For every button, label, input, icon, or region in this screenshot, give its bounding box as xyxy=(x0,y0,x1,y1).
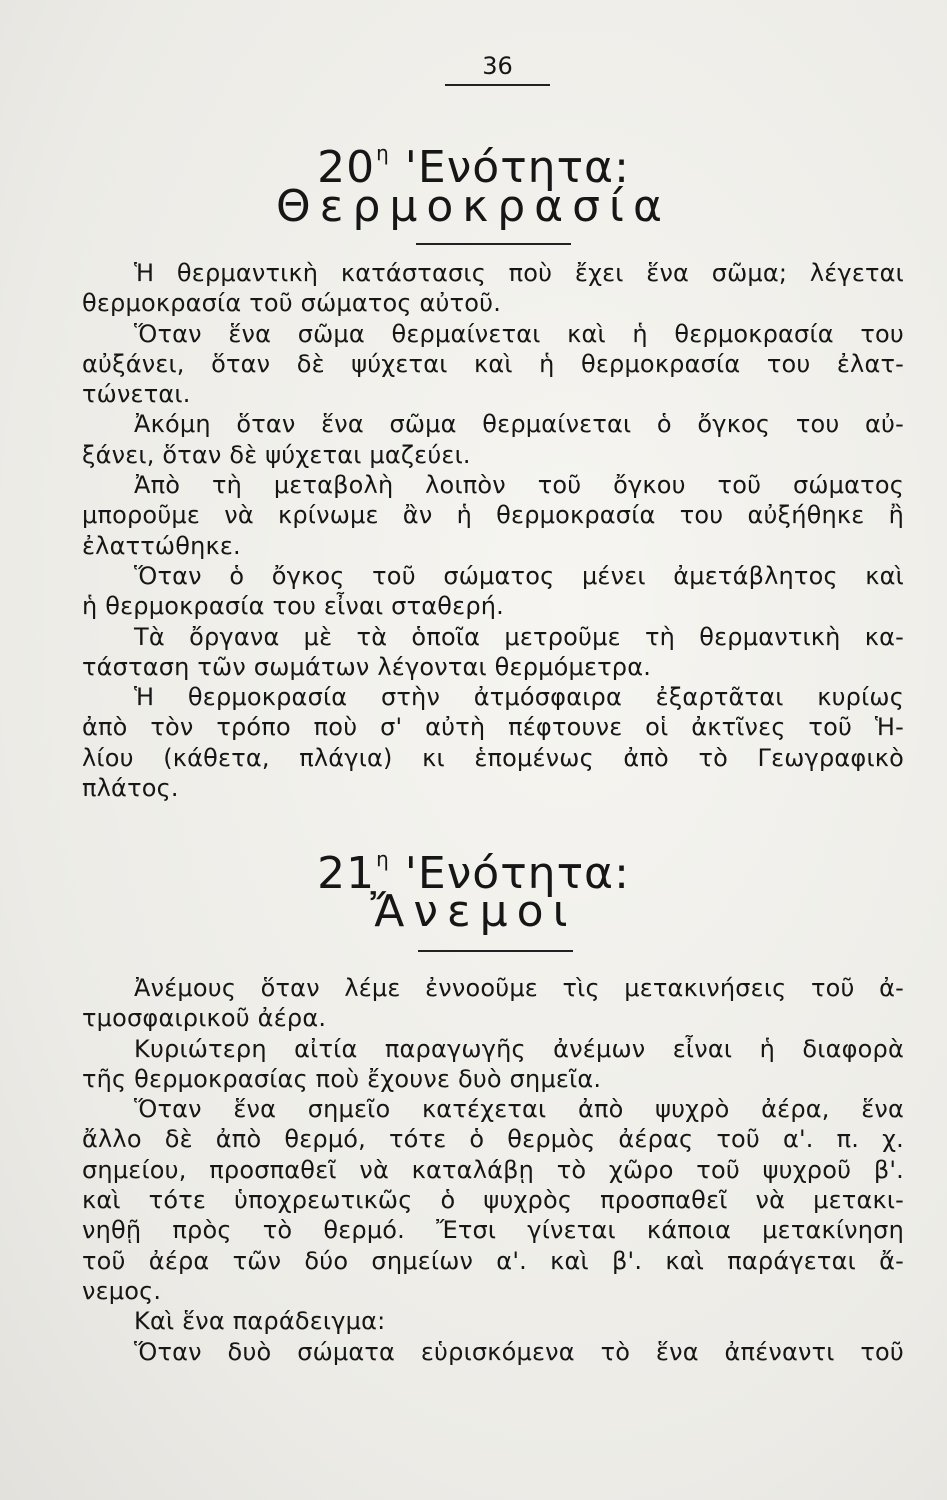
text-line: τῆς θερμοκρασίας ποὺ ἔχουνε δυὸ σημεῖα. xyxy=(82,1064,602,1093)
section-20-body xyxy=(82,258,904,803)
text-line: Ἡ θερμοκρασία στὴν ἀτμόσφαιρα ἐξαρτᾶται κυρίως xyxy=(134,683,904,712)
section-21-number: 21 xyxy=(317,848,376,899)
text-line: τμοσφαιρικοῦ ἀέρα. xyxy=(82,1004,327,1033)
page-number-rule xyxy=(445,84,550,86)
text-line: Ὅταν ὁ ὄγκος τοῦ σώματος μένει ἀμετάβλητος καὶ xyxy=(134,561,904,590)
text-line: ἡ θερμοκρασία του εἶναι σταθερή. xyxy=(82,592,504,621)
section-20-subtitle: Θερμοκρασία xyxy=(276,181,671,232)
section-20-rule xyxy=(416,243,571,245)
text-line: ἄλλο δὲ ἀπὸ θερμό, τότε ὁ θερμὸς ἀέρας τοῦ α'. π. χ. xyxy=(82,1125,904,1154)
section-21-subtitle: Ἄνεμοι xyxy=(370,886,577,937)
text-line: Καὶ ἕνα παράδειγμα: xyxy=(134,1307,386,1336)
section-20-heading-label: 'Ενότητα: xyxy=(404,142,630,193)
section-20-number: 20 xyxy=(317,142,376,193)
text-line: Ὅταν ἕνα σῶμα θερμαίνεται καὶ ἡ θερμοκρασία του xyxy=(134,319,904,348)
section-20-superscript: η xyxy=(376,141,390,165)
text-line: τάσταση τῶν σωμάτων λέγονται θερμόμετρα. xyxy=(82,652,652,681)
text-line: Ὅταν ἕνα σημεῖο κατέχεται ἀπὸ ψυχρὸ ἀέρα, ἕνα xyxy=(134,1095,904,1124)
text-line: Ἀκόμη ὅταν ἕνα σῶμα θερμαίνεται ὁ ὄγκος του αὐ- xyxy=(134,410,904,439)
text-line: νεμος. xyxy=(82,1276,162,1305)
text-line: πλάτος. xyxy=(82,774,179,803)
text-line: Ὅταν δυὸ σώματα εὑρισκόμενα τὸ ἕνα ἀπέναντι τοῦ xyxy=(134,1337,904,1366)
text-line: αὐξάνει, ὅταν δὲ ψύχεται καὶ ἡ θερμοκρασία του ἐλατ- xyxy=(82,349,904,378)
page-number: 36 xyxy=(482,52,513,80)
text-line: καὶ τότε ὑποχρεωτικῶς ὁ ψυχρὸς προσπαθεῖ νὰ μετακι- xyxy=(82,1186,904,1215)
section-21-rule xyxy=(418,950,573,952)
text-line: σημείου, προσπαθεῖ νὰ καταλάβῃ τὸ χῶρο τοῦ ψυχροῦ β'. xyxy=(82,1155,904,1184)
text-line: νηθῇ πρὸς τὸ θερμό. Ἔτσι γίνεται κάποια μετακίνηση xyxy=(82,1216,904,1245)
section-21-superscript: η xyxy=(376,847,390,871)
text-line: Ἀπὸ τὴ μεταβολὴ λοιπὸν τοῦ ὄγκου τοῦ σώματος xyxy=(134,471,904,500)
section-21-heading-label: 'Ενότητα: xyxy=(404,848,630,899)
text-line: ἀπὸ τὸν τρόπο ποὺ σ' αὐτὴ πέφτουνε οἱ ἀκτῖνες τοῦ Ἡ- xyxy=(82,713,904,742)
text-line: ἐλαττώθηκε. xyxy=(82,531,241,560)
text-line: Τὰ ὄργανα μὲ τὰ ὁποῖα μετροῦμε τὴ θερμαντικὴ κα- xyxy=(134,622,904,651)
page-number-block xyxy=(445,52,550,86)
text-line: μποροῦμε νὰ κρίνωμε ἂν ἡ θερμοκρασία του αὐξήθηκε ἢ xyxy=(82,501,904,530)
text-line: Κυριώτερη αἰτία παραγωγῆς ἀνέμων εἶναι ἡ διαφορὰ xyxy=(134,1034,904,1063)
text-line: Ἀνέμους ὅταν λέμε ἐννοοῦμε τὶς μετακινήσεις τοῦ ἀ- xyxy=(134,974,904,1002)
text-line: τοῦ ἀέρα τῶν δύο σημείων α'. καὶ β'. καὶ παράγεται ἄ- xyxy=(82,1246,904,1275)
section-21-body xyxy=(82,973,904,1367)
text-line: λίου (κάθετα, πλάγια) κι ἑπομένως ἀπὸ τὸ Γεωγραφικὸ xyxy=(82,743,904,772)
text-line: θερμοκρασία τοῦ σώματος αὐτοῦ. xyxy=(82,289,502,318)
text-line: ξάνει, ὅταν δὲ ψύχεται μαζεύει. xyxy=(82,440,471,469)
text-line: τώνεται. xyxy=(82,380,191,409)
text-line: Ἡ θερμαντικὴ κατάστασις ποὺ ἔχει ἕνα σῶμα; λέγεται xyxy=(134,259,904,287)
